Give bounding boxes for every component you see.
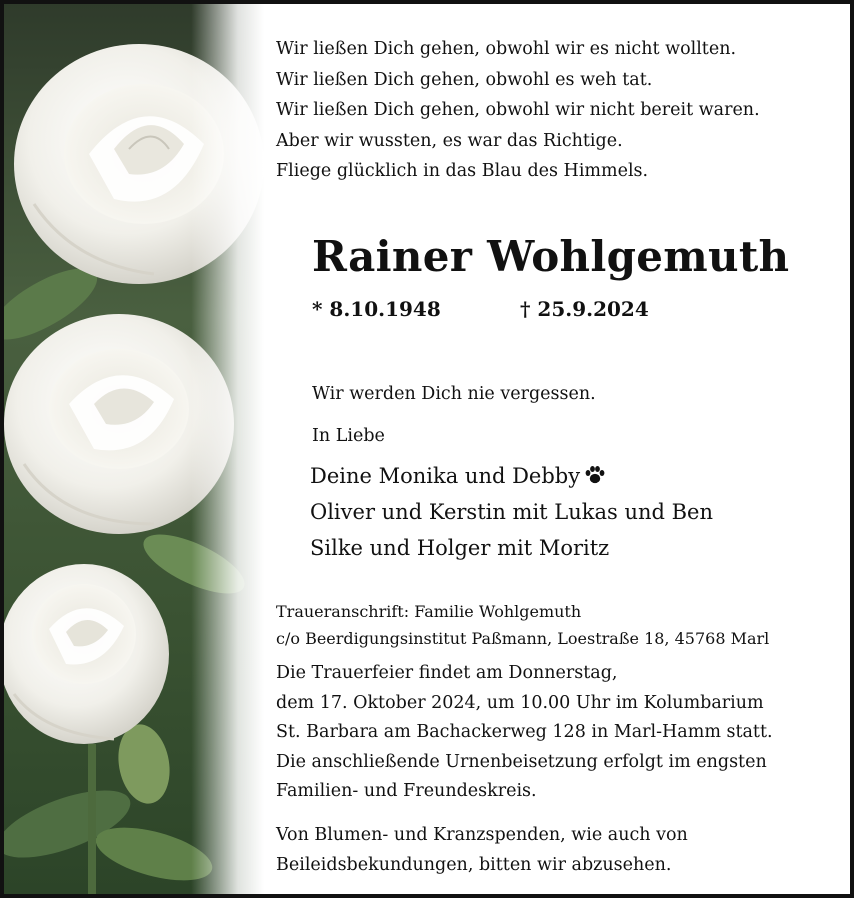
ceremony-info (276, 659, 773, 807)
notice-text (272, 4, 842, 894)
ceremony-line: Die Trauerfeier findet am Donnerstag, (276, 663, 618, 683)
mourner-name: Deine Monika und Debby (310, 464, 581, 488)
poem-line: Wir ließen Dich gehen, obwohl wir nicht bereit waren. (276, 100, 760, 120)
flowers-line: Beileidsbekundungen, bitten wir abzusehen. (276, 855, 672, 875)
address-line: c/o Beerdigungsinstitut Paßmann, Loestraße 18, 45768 Marl (276, 629, 770, 648)
ceremony-line: dem 17. Oktober 2024, um 10.00 Uhr im Kolumbarium (276, 692, 764, 713)
poem-line: Aber wir wussten, es war das Richtige. (276, 130, 623, 151)
flowers-line: Von Blumen- und Kranzspenden, wie auch von (276, 825, 688, 845)
in-love-line: In Liebe (312, 426, 385, 446)
mourners-list (310, 458, 713, 566)
mourner-line: Oliver und Kerstin mit Lukas und Ben (310, 500, 714, 524)
poem (276, 34, 760, 187)
death-date: † 25.9.2024 (520, 297, 649, 321)
mourner-line: Silke und Holger mit Moritz (310, 536, 610, 560)
life-dates (312, 297, 649, 321)
poem-line: Fliege glücklich in das Blau des Himmels. (276, 161, 649, 181)
paw-print-icon (584, 460, 606, 496)
ceremony-line: Die anschließende Urnenbeisetzung erfolgt im engsten (276, 751, 767, 772)
address-line: Traueranschrift: Familie Wohlgemuth (276, 602, 582, 621)
white-roses-image (4, 4, 264, 894)
ceremony-line: Familien- und Freundeskreis. (276, 781, 537, 801)
poem-line: Wir ließen Dich gehen, obwohl es weh tat. (276, 69, 653, 90)
ceremony-line: St. Barbara am Bachackerweg 128 in Marl-Hamm statt. (276, 722, 773, 742)
deceased-name: Rainer Wohlgemuth (312, 232, 790, 281)
mourner-line (310, 458, 713, 494)
birth-date: * 8.10.1948 (312, 297, 441, 321)
flowers-request (276, 820, 688, 880)
never-forget-line: Wir werden Dich nie vergessen. (312, 384, 596, 404)
mourning-address (276, 598, 769, 652)
poem-line: Wir ließen Dich gehen, obwohl wir es nicht wollten. (276, 39, 737, 59)
